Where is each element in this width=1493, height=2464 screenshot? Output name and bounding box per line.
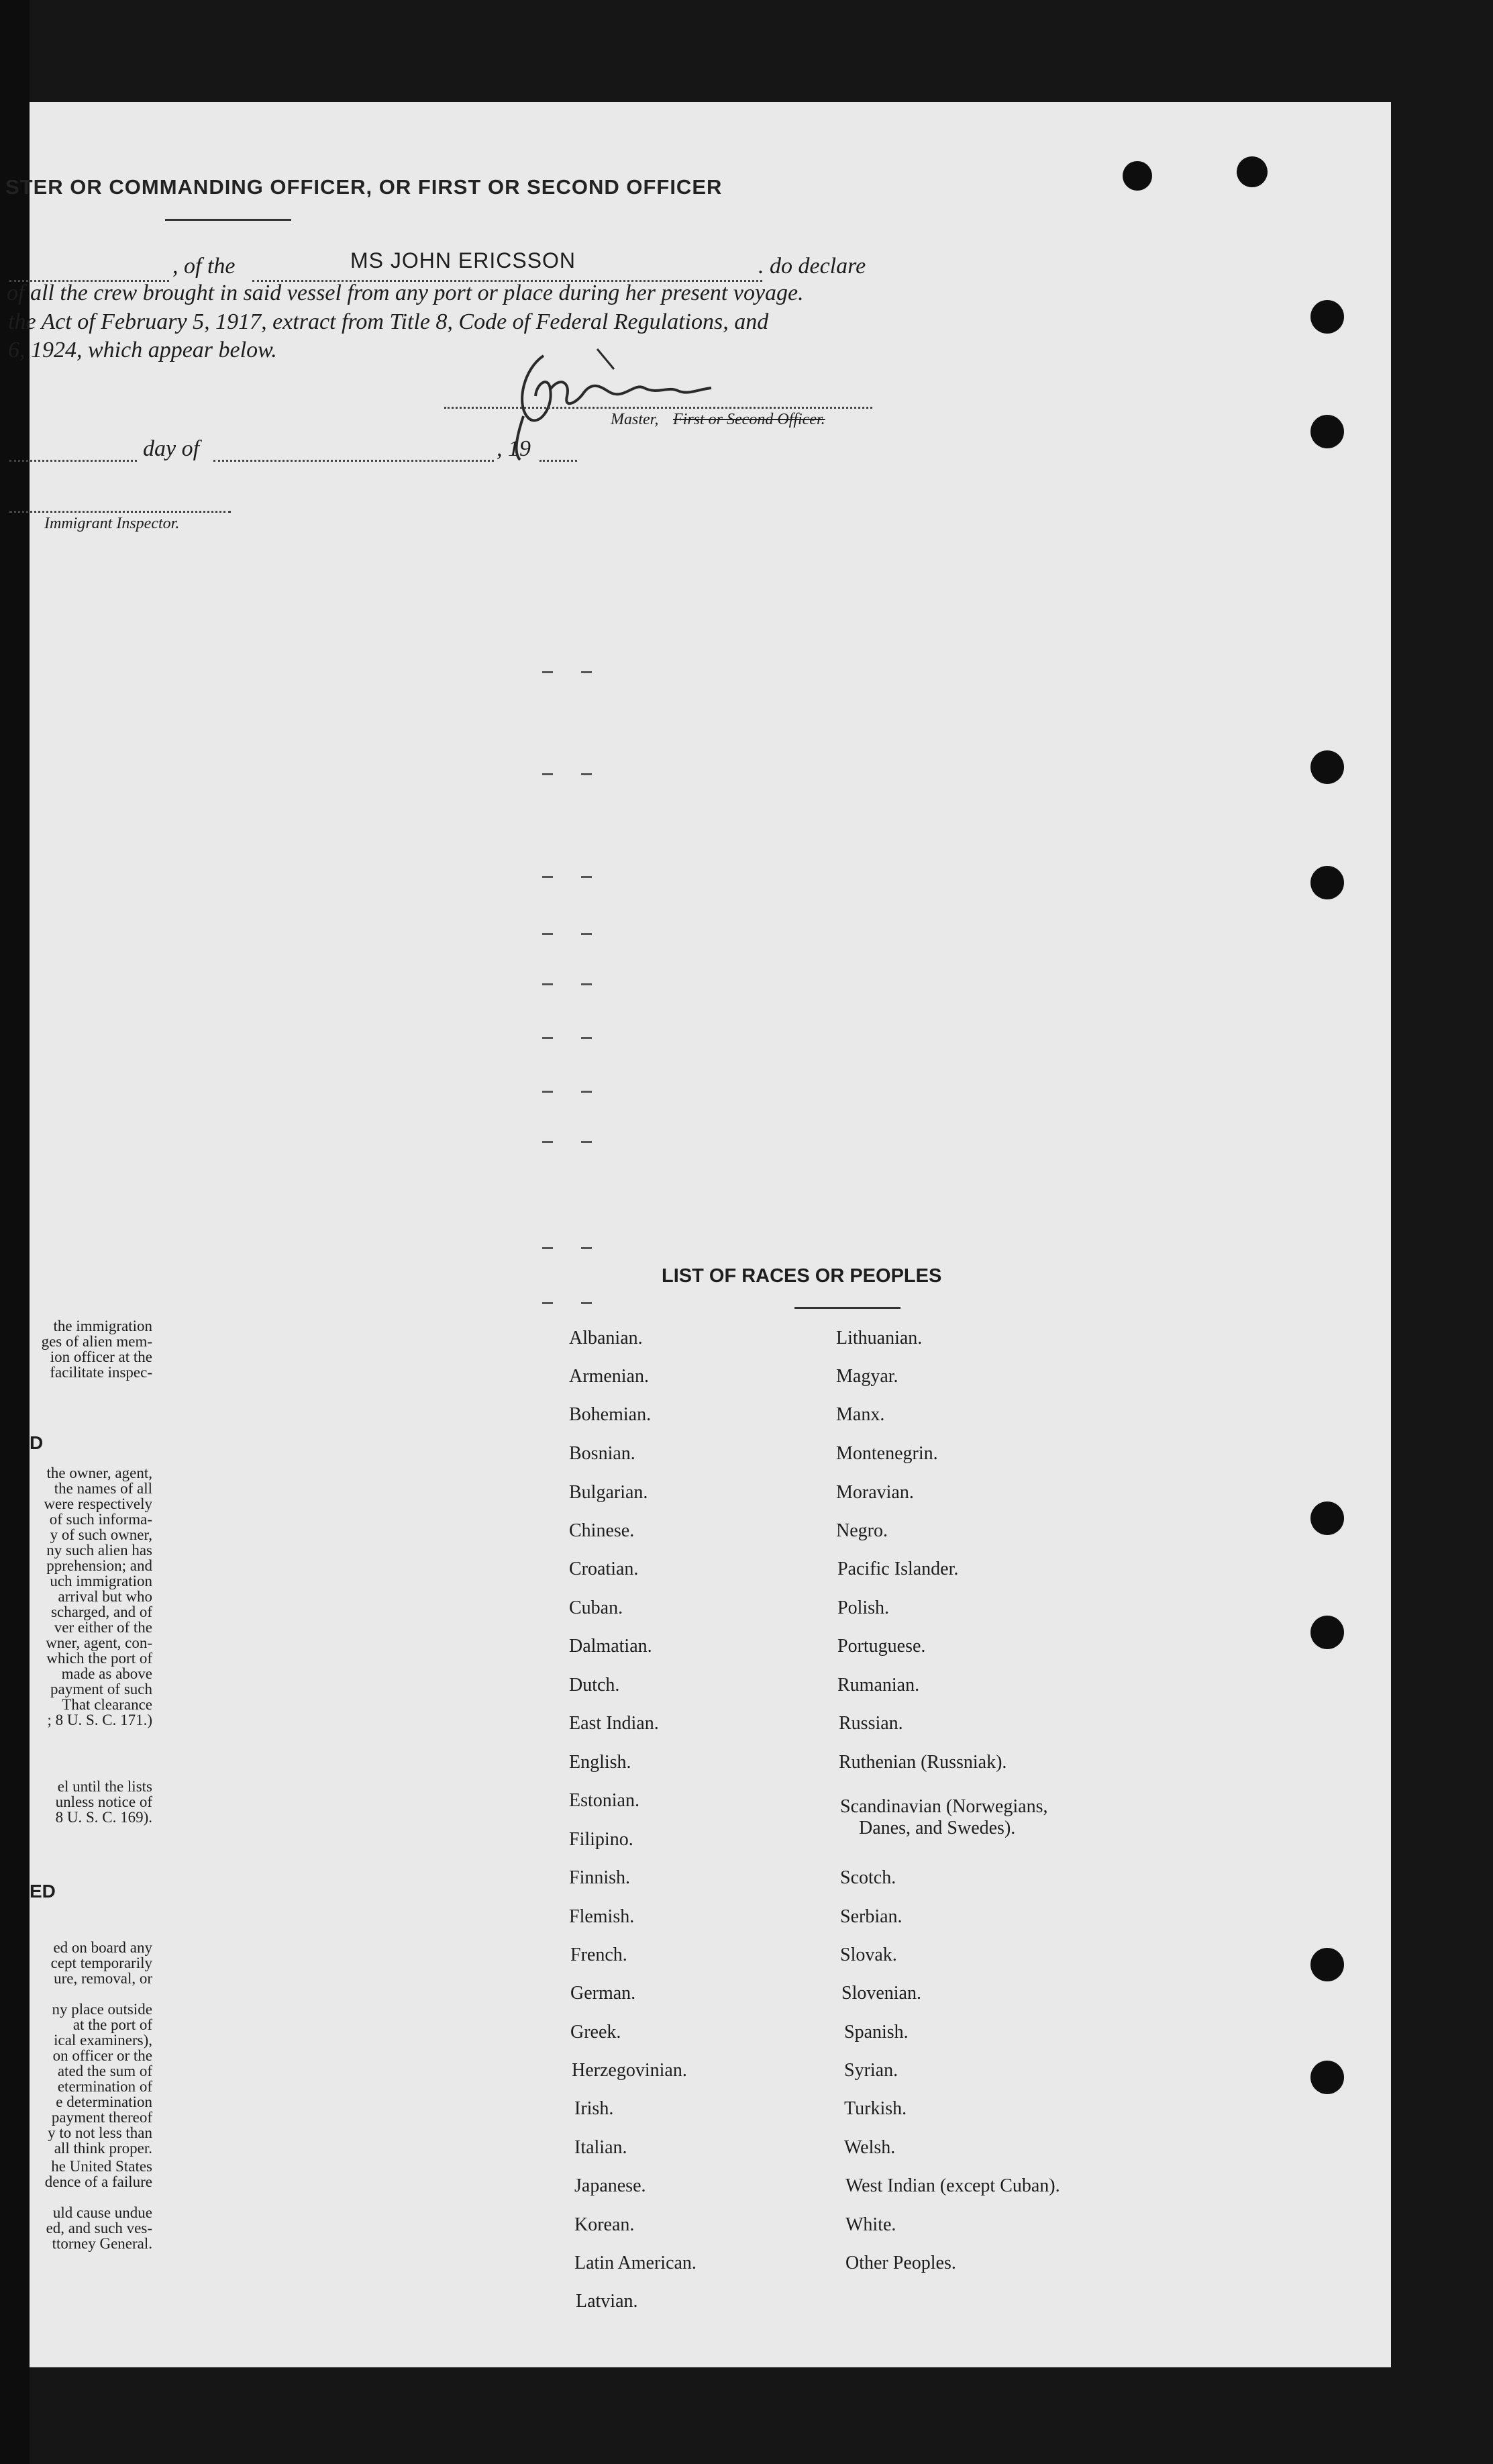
race-item: Rumanian. [837, 1675, 920, 1695]
declaration-of-the: , of the [172, 254, 236, 279]
margin-heading: D [30, 1432, 44, 1453]
race-item: Irish. [574, 2098, 614, 2119]
faint-dash [542, 983, 553, 985]
declaration-do-declare: . do declare [758, 254, 866, 279]
punch-hole-icon [1310, 415, 1344, 448]
punch-hole-icon [1310, 1948, 1344, 1981]
race-item: Manx. [836, 1404, 885, 1425]
race-item: Portuguese. [837, 1636, 926, 1657]
master-signature [497, 329, 765, 463]
race-item: Serbian. [840, 1906, 903, 1927]
race-item: Flemish. [569, 1906, 635, 1927]
race-item: Montenegrin. [836, 1443, 938, 1464]
race-item: Slovak. [840, 1944, 897, 1965]
faint-dash [542, 876, 553, 878]
margin-text-block: the immigration ges of alien mem- ion officer at the facilitate inspec- [41, 1318, 152, 1381]
header-underline [165, 219, 291, 221]
race-item: Moravian. [836, 1482, 914, 1503]
punch-hole-icon [1310, 300, 1344, 334]
race-item: Herzegovinian. [572, 2060, 687, 2081]
race-item: Japanese. [574, 2175, 646, 2196]
punch-hole-icon [1310, 866, 1344, 899]
declaration-line-4: 6, 1924, which appear below. [8, 338, 277, 362]
race-item: Cuban. [569, 1597, 623, 1618]
race-item: Pacific Islander. [837, 1559, 959, 1579]
race-item: English. [569, 1752, 631, 1773]
faint-dash [542, 1091, 553, 1093]
punch-hole-icon [1310, 750, 1344, 784]
punch-hole-icon [1310, 1616, 1344, 1649]
faint-dash [581, 1037, 592, 1039]
race-item: Turkish. [844, 2098, 907, 2119]
race-item: Latvian. [576, 2291, 638, 2312]
month-blank [213, 460, 494, 462]
races-title-underline [794, 1307, 900, 1309]
race-item: Greek. [570, 2022, 621, 2042]
margin-heading: ED [30, 1881, 56, 1902]
race-item: Syrian. [844, 2060, 898, 2081]
race-item: Estonian. [569, 1790, 639, 1811]
binding-edge [0, 0, 30, 2464]
race-item: French. [570, 1944, 627, 1965]
race-item: Slovenian. [841, 1983, 921, 2004]
faint-dash [542, 1037, 553, 1039]
punch-hole-icon [1310, 2061, 1344, 2094]
race-item: Danes, and Swedes). [859, 1818, 1016, 1838]
race-item: Bulgarian. [569, 1482, 648, 1503]
races-title: LIST OF RACES OR PEOPLES [662, 1265, 942, 1287]
faint-dash [542, 933, 553, 935]
race-item: Italian. [574, 2137, 627, 2158]
faint-dash [542, 1247, 553, 1249]
race-item: Bohemian. [569, 1404, 652, 1425]
struck-officer-label: First or Second Officer. [673, 411, 825, 428]
margin-text-block: he United States dence of a failure uld cause undue ed, and such ves- ttorney General. [44, 2158, 152, 2252]
faint-dash [581, 933, 592, 935]
faint-dash [581, 1302, 592, 1304]
race-item: Korean. [574, 2214, 635, 2235]
race-item: Scandinavian (Norwegians, [840, 1796, 1048, 1817]
inspector-label: Immigrant Inspector. [44, 515, 180, 532]
race-item: Armenian. [569, 1366, 649, 1387]
master-label: Master, [611, 411, 659, 428]
race-item: German. [570, 1983, 636, 2004]
race-item: White. [845, 2214, 896, 2235]
day-of-label: day of [143, 436, 200, 461]
faint-dash [581, 876, 592, 878]
race-item: Latin American. [574, 2253, 697, 2273]
race-item: Finnish. [569, 1867, 631, 1888]
race-item: Albanian. [569, 1328, 643, 1348]
race-item: Lithuanian. [836, 1328, 923, 1348]
header-title: STER OR COMMANDING OFFICER, OR FIRST OR SECOND OFFICER [5, 175, 723, 199]
race-item: East Indian. [569, 1713, 659, 1734]
inspector-signature-line [9, 511, 231, 513]
race-item: Dalmatian. [569, 1636, 652, 1657]
race-item: Russian. [839, 1713, 903, 1734]
declaration-line-3: the Act of February 5, 1917, extract from Title 8, Code of Federal Regulations, and [8, 309, 769, 334]
margin-text-block: the owner, agent, the names of all were respectively of such informa- y of such owner, ny such alien has pprehension; and uch immigration arrival but who scharged, and of ver either of the wner, agent, con- which the port of made as above payment of such That clearance ; 8 U. S. C. 171.) [44, 1465, 152, 1728]
race-item: Welsh. [844, 2137, 896, 2158]
faint-dash [581, 1141, 592, 1143]
race-item: Filipino. [569, 1829, 633, 1850]
margin-text-block: ed on board any cept temporarily ure, removal, or ny place outside at the port of ical examiners), on officer or the ated the sum of etermination of e determination payment thereof y to not less than all think proper. [48, 1939, 152, 2157]
faint-dash [581, 671, 592, 673]
race-item: Negro. [836, 1520, 888, 1541]
faint-dash [542, 1141, 553, 1143]
vessel-name: MS JOHN ERICSSON [350, 248, 576, 273]
punch-hole-icon [1123, 161, 1152, 191]
punch-hole-icon [1237, 156, 1268, 187]
race-item: Croatian. [569, 1559, 639, 1579]
race-item: Magyar. [836, 1366, 898, 1387]
faint-dash [581, 1091, 592, 1093]
punch-hole-icon [1310, 1501, 1344, 1535]
faint-dash [542, 773, 553, 775]
race-item: Ruthenian (Russniak). [839, 1752, 1007, 1773]
race-item: Polish. [837, 1597, 890, 1618]
faint-dash [581, 773, 592, 775]
margin-text-block: el until the lists unless notice of 8 U. S. C. 169). [55, 1778, 152, 1826]
race-item: Dutch. [569, 1675, 620, 1695]
faint-dash [542, 671, 553, 673]
signature-line [444, 407, 872, 409]
year-label: , 19 [497, 436, 531, 461]
year-blank [539, 460, 577, 462]
race-item: West Indian (except Cuban). [845, 2175, 1060, 2196]
faint-dash [542, 1302, 553, 1304]
race-item: Other Peoples. [845, 2253, 956, 2273]
race-item: Scotch. [840, 1867, 896, 1888]
race-item: Spanish. [844, 2022, 909, 2042]
faint-dash [581, 983, 592, 985]
race-item: Bosnian. [569, 1443, 635, 1464]
declaration-line-2: of all the crew brought in said vessel from any port or place during her present voyage. [7, 281, 804, 305]
day-blank [9, 460, 137, 462]
faint-dash [581, 1247, 592, 1249]
race-item: Chinese. [569, 1520, 635, 1541]
